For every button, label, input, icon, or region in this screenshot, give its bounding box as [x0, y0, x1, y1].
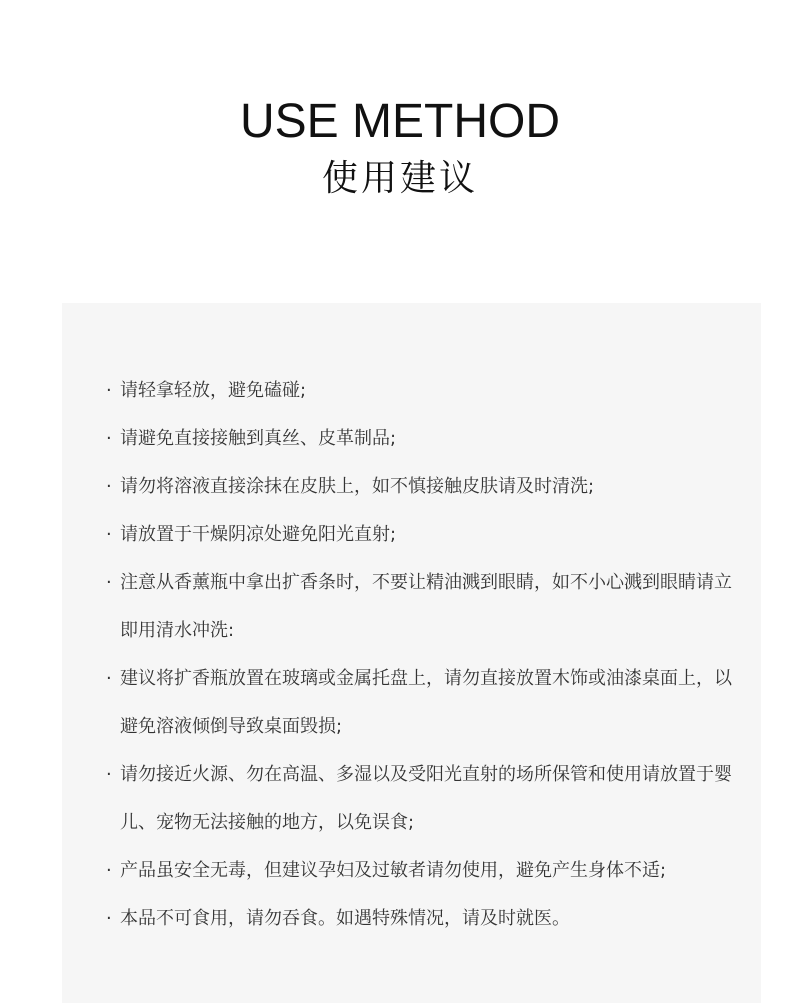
list-item-text: 请轻拿轻放，避免磕碰; [120, 380, 307, 401]
bullet: · [106, 524, 112, 545]
bullet: · [106, 908, 112, 929]
list-item [106, 511, 746, 559]
list-item [106, 655, 746, 751]
list-item [106, 415, 746, 463]
usage-tips-panel [62, 303, 761, 1003]
list-item [106, 559, 746, 655]
list-item-text: 请放置于干燥阴凉处避免阳光直射; [120, 524, 397, 545]
list-item [106, 751, 746, 847]
list-item-text: 请避免直接接触到真丝、皮革制品; [120, 428, 397, 449]
bullet: · [106, 380, 112, 401]
list-item-text: 注意从香薰瓶中拿出扩香条时，不要让精油溅到眼睛，如不小心溅到眼睛请立即用清水冲洗: [120, 572, 732, 641]
list-item-text: 产品虽安全无毒，但建议孕妇及过敏者请勿使用，避免产生身体不适; [120, 860, 667, 881]
list-item-text: 建议将扩香瓶放置在玻璃或金属托盘上，请勿直接放置木饰或油漆桌面上，以避免溶液倾倒导致桌面毁损; [120, 668, 732, 737]
bullet: · [106, 764, 112, 785]
page-header [0, 92, 800, 204]
list-item [106, 367, 746, 415]
page-title-english: USE METHOD [239, 95, 560, 148]
list-item-text: 请勿接近火源、勿在高温、多湿以及受阳光直射的场所保管和使用请放置于婴儿、宠物无法接触的地方，以免误食; [120, 764, 732, 833]
list-item [106, 895, 746, 943]
list-item [106, 463, 746, 511]
bullet: · [106, 476, 112, 497]
usage-tips-list [106, 367, 746, 943]
page-title-chinese: 使用建议 [321, 158, 478, 199]
bullet: · [106, 668, 112, 689]
bullet: · [106, 428, 112, 449]
bullet: · [106, 860, 112, 881]
list-item-text: 本品不可食用，请勿吞食。如遇特殊情况，请及时就医。 [120, 908, 570, 929]
list-item-text: 请勿将溶液直接涂抹在皮肤上，如不慎接触皮肤请及时清洗; [120, 476, 595, 497]
bullet: · [106, 572, 112, 593]
list-item [106, 847, 746, 895]
